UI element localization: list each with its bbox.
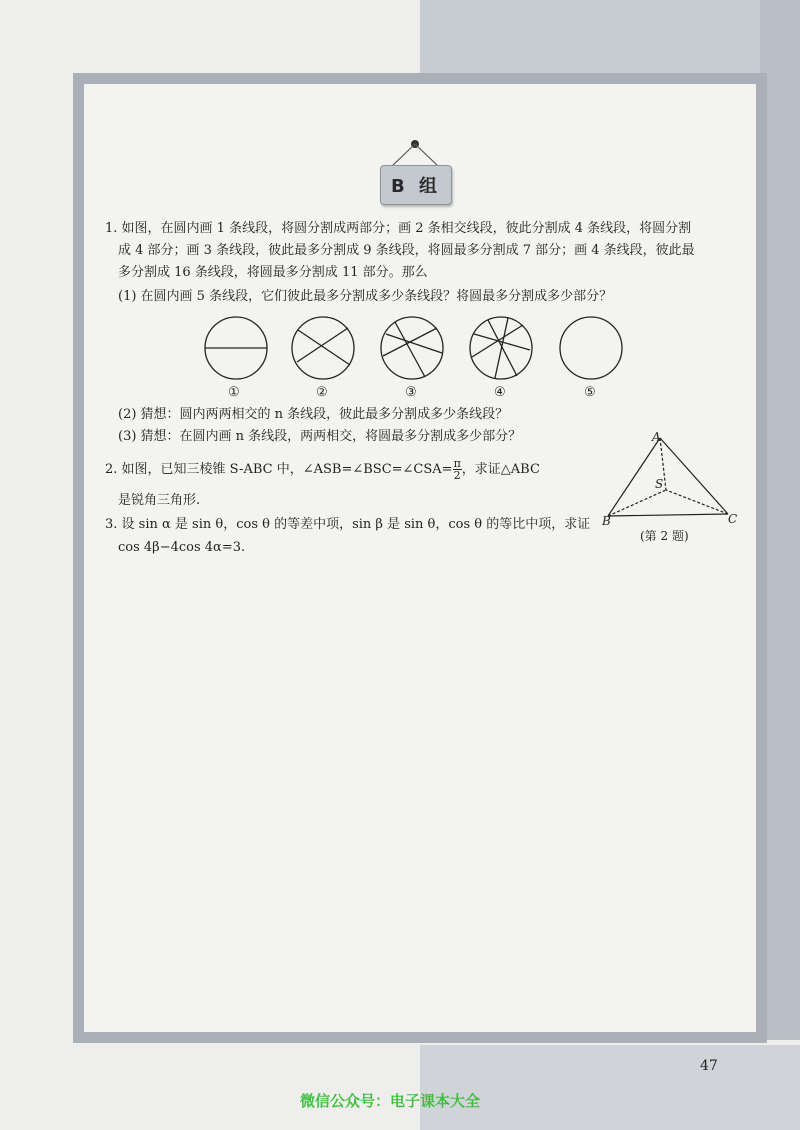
circle-label-4: ④ [494, 385, 506, 400]
circle-label-5: ⑤ [584, 385, 596, 400]
problem-1-question-3: (3) 猜想：在圆内画 n 条线段，两两相交，将圆最多分割成多少部分？ [118, 429, 522, 444]
circle-label-2: ② [316, 385, 328, 400]
circle-label-3: ③ [405, 385, 417, 400]
problem-3-line-2: cos 4β−4cos 4α=3. [118, 540, 246, 555]
circle-4 [470, 317, 532, 379]
circle-label-1: ① [228, 385, 240, 400]
background-band-bottom [420, 1045, 800, 1130]
problem-1-question-1: (1) 在圆内画 5 条线段，它们彼此最多分割成多少条线段？将圆最多分割成多少部分？ [118, 289, 613, 304]
vertex-label-c: C [728, 512, 738, 526]
circle-3 [381, 317, 443, 379]
background-band-top [420, 0, 800, 80]
problem-1-line-1: 1. 如图，在圆内画 1 条线段，将圆分割成两部分；画 2 条相交线段，彼此分割成 4 条线段，将圆分割 [105, 221, 692, 236]
group-label-sign: B 组 [380, 165, 452, 205]
figure-2-caption: (第 2 题) [640, 529, 689, 543]
circle-5 [560, 317, 622, 379]
pi-over-2-fraction: $\frac{\pi}{2}$ [453, 457, 461, 482]
circle-2 [292, 317, 354, 379]
page-number: 47 [700, 1058, 718, 1074]
problem-3-line-1: 3. 设 sin α 是 sin θ，cos θ 的等差中项，sin β 是 sin θ，cos θ 的等比中项，求证 [105, 517, 591, 532]
problem-1-line-2: 成 4 部分；画 3 条线段，彼此最多分割成 9 条线段，将圆最多分割成 7 部分；画 4 条线段，彼此最 [118, 243, 695, 258]
circle-1 [205, 317, 267, 379]
problem-2-text-b: ，求证△ABC [461, 462, 540, 477]
vertex-label-b: B [602, 514, 611, 528]
problem-2-text-a: 2. 如图，已知三棱锥 S-ABC 中，∠ASB=∠BSC=∠CSA= [105, 462, 453, 477]
vertex-label-s: S [655, 477, 664, 491]
problem-2-line-1 [105, 458, 540, 481]
problem-1-line-3: 多分割成 16 条线段，将圆最多分割成 11 部分。那么 [118, 265, 428, 280]
watermark-text: 微信公众号：电子课本大全 [300, 1092, 481, 1110]
vertex-label-a: A [652, 430, 661, 444]
sign-hanger-icon [380, 138, 450, 168]
problem-1-question-2: (2) 猜想：圆内两两相交的 n 条线段，彼此最多分割成多少条线段？ [118, 407, 509, 422]
problem-2-line-2: 是锐角三角形. [118, 493, 201, 508]
